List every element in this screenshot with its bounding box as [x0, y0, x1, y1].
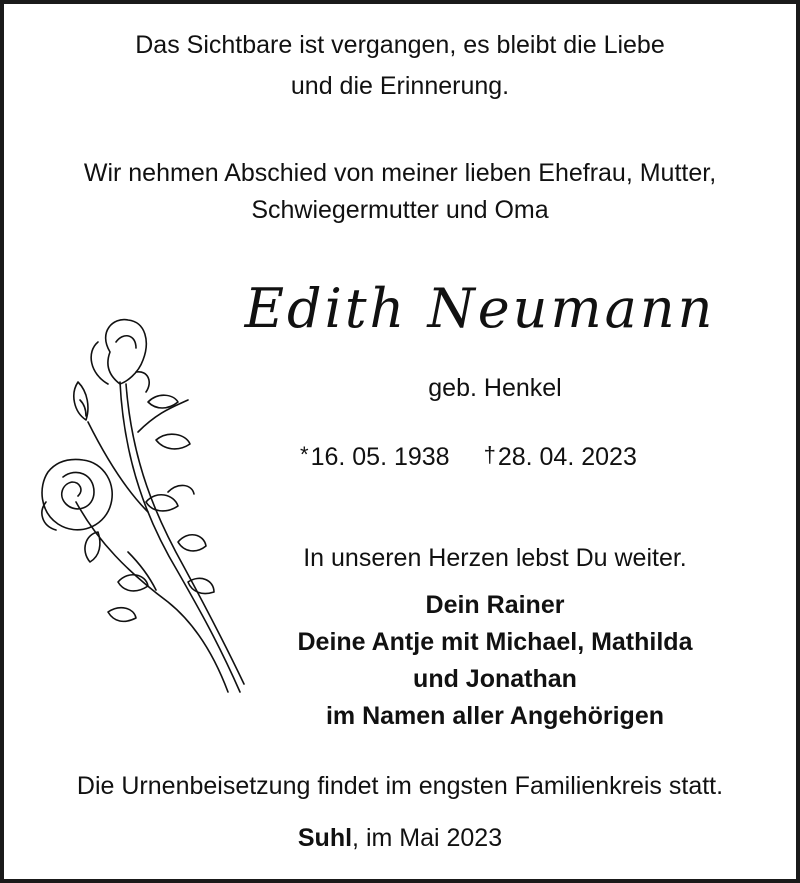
birth-symbol: *	[300, 442, 309, 467]
mourner-line-2: Deine Antje mit Michael, Mathilda	[297, 628, 693, 656]
mourner-line-4: im Namen aller Angehörigen	[325, 702, 665, 730]
intro-line-2: Schwiegermutter und Oma	[251, 196, 549, 224]
maiden-name: geb. Henkel	[428, 374, 562, 402]
death-symbol: †	[483, 442, 496, 467]
deceased-name: Edith Neumann	[244, 277, 716, 340]
birth-date: 16. 05. 1938	[310, 443, 450, 471]
intro-line-1: Wir nehmen Abschied von meiner lieben Ehefrau, Mutter,	[83, 159, 717, 187]
memorial-text: In unseren Herzen lebst Du weiter.	[303, 544, 687, 572]
life-dates	[300, 440, 680, 472]
date-text: , im Mai 2023	[352, 824, 503, 852]
place-date	[0, 823, 800, 853]
death-date: 28. 04. 2023	[497, 443, 637, 471]
mourner-line-3: und Jonathan	[413, 665, 577, 693]
rose-illustration	[28, 312, 248, 702]
place-name: Suhl	[297, 824, 353, 852]
mourner-line-1: Dein Rainer	[425, 591, 565, 619]
funeral-note: Die Urnenbeisetzung findet im engsten Familienkreis statt.	[76, 772, 724, 800]
verse-line-2: und die Erinnerung.	[290, 72, 510, 100]
verse-line-1: Das Sichtbare ist vergangen, es bleibt die Liebe	[135, 31, 665, 59]
